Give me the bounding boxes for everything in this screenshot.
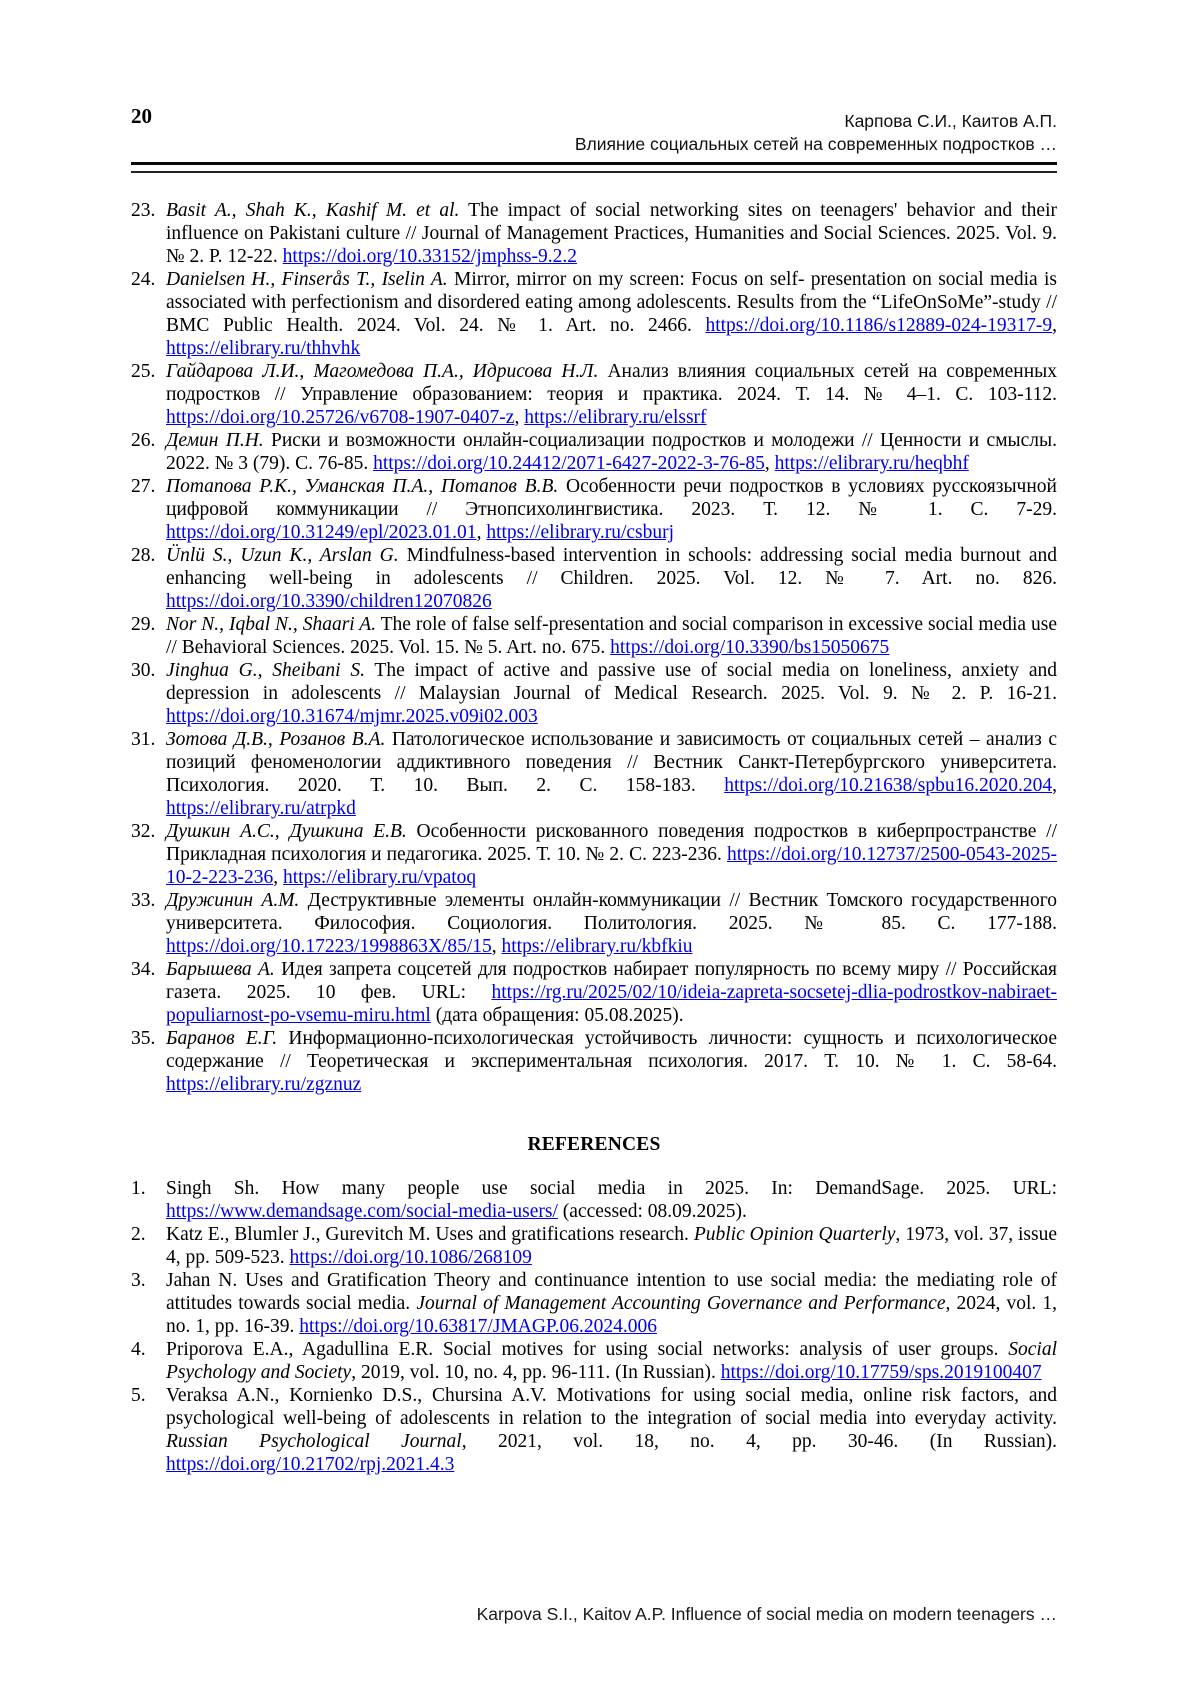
main-content [131,199,1057,1476]
text-run: , [514,407,525,428]
item-number: 29. [131,614,156,635]
list-item [131,475,1057,544]
text-run: (accessed: 08.09.2025). [557,1201,747,1222]
footer-running-title: Karpova S.I., Kaitov A.P. Influence of social media on modern teenagers … [476,1604,1057,1624]
hyperlink[interactable]: https://rg.ru/2025/02/10/ideia-zapreta-socsetej-dlia-podrostkov-nabiraet-populiarnost-po-vsemu-miru.html [166,982,1057,1026]
list-item [131,1338,1057,1384]
item-number: 32. [131,821,156,842]
item-number: 31. [131,729,156,750]
hyperlink[interactable]: https://doi.org/10.63817/JMAGP.06.2024.006 [299,1316,657,1337]
list-item [131,1223,1057,1269]
item-number: 30. [131,660,156,681]
italic-text-run: Потапова Р.К., Уманская П.А., Потапов В.В. [166,476,559,497]
italic-text-run: Danielsen H., Finserås T., Iselin A. [166,269,448,290]
text-run: (дата обращения: 05.08.2025). [430,1005,684,1026]
hyperlink[interactable]: https://doi.org/10.17759/sps.2019100407 [720,1362,1042,1383]
italic-text-run: Ünlü S., Uzun K., Arslan G. [166,545,399,566]
italic-text-run: Basit A., Shah K., Kashif M. et al. [166,200,460,221]
text-run: The role of false self-presentation and social comparison in excessive social media use // Behavioral Sciences. 2025. Vol. 15. № 5. Art. no. 675. [166,614,1057,658]
hyperlink[interactable]: https://doi.org/10.1186/s12889-024-19317-9 [705,315,1053,336]
text-run: , [491,936,502,957]
list-item [131,1027,1057,1096]
list-item [131,820,1057,889]
bibliography-list [131,199,1057,1096]
hyperlink[interactable]: https://elibrary.ru/kbfkiu [501,936,693,957]
italic-text-run: Jinghua G., Sheibani S. [166,660,365,681]
text-run: Анализ влияния социальных сетей на современных подростков // Управление образованием: теория и практика. 2024. Т. 14. № 4–1. С. 103-112. [166,361,1058,405]
item-number: 3. [131,1270,146,1291]
italic-text-run: Баранов Е.Г. [166,1028,278,1049]
italic-text-run: Russian Psychological Journal [166,1431,462,1452]
running-head [131,110,1057,156]
text-run: Mindfulness-based intervention in schools: addressing social media burnout and enhancing well-being in adolescents // Children. 2025. Vol. 12. № 7. Art. no. 826. [166,545,1057,589]
hyperlink[interactable]: https://doi.org/10.25726/v6708-1907-0407-z [166,407,515,428]
text-run: Mirror, mirror on my screen: Focus on self- presentation on social media is associated with perfectionism and disordered eating among adolescents. Results from the “LifeOnSoMe”-study // BMC Public Health. 2024. Vol. 24. № 1. Art. no. 2466. [166,269,1057,336]
running-head-title: Влияние социальных сетей на современных подростков … [574,134,1057,154]
references-list [131,1177,1057,1476]
item-number: 1. [131,1178,146,1199]
hyperlink[interactable]: https://doi.org/10.1086/268109 [289,1247,532,1268]
page-number: 20 [131,104,152,128]
hyperlink[interactable]: https://doi.org/10.17223/1998863X/85/15 [166,936,492,957]
italic-text-run: Nor N., Iqbal N., Shaari A. [166,614,377,635]
list-item [131,889,1057,958]
text-run: Особенности рискованного поведения подростков в киберпространстве // Прикладная психология и педагогика. 2025. Т. 10. № 2. С. 223-236. [166,821,1057,865]
references-heading: REFERENCES [527,1134,661,1155]
text-run: Патологическое использование и зависимость от социальных сетей – анализ с позиций феноменологии аддиктивного поведения // Вестник Санкт-Петербургского университета. Психология. 2020. Т. 10. Вып. 2. С. 158-183. [166,729,1057,796]
text-run: , [476,522,487,543]
text-run: Singh Sh. How many people use social media in 2025. In: DemandSage. 2025. URL: [166,1178,1057,1199]
italic-text-run: Journal of Management Accounting Governance and Performance [416,1293,946,1314]
hyperlink[interactable]: https://www.demandsage.com/social-media-users/ [166,1201,558,1222]
hyperlink[interactable]: https://elibrary.ru/csburj [486,522,675,543]
hyperlink[interactable]: https://doi.org/10.3390/bs15050675 [610,637,890,658]
hyperlink[interactable]: https://doi.org/10.21638/spbu16.2020.204 [724,775,1053,796]
text-run: , 2019, vol. 10, no. 4, pp. 96-111. (In Russian). [351,1362,721,1383]
text-run: Veraksa A.N., Kornienko D.S., Chursina A.V. Motivations for using social media, online risk factors, and psychological well-being of adolescents in relation to the integration of social media into everyday activity. [166,1385,1057,1429]
italic-text-run: Душкин А.С., Душкина Е.В. [166,821,407,842]
text-run: Идея запрета соцсетей для подростков набирает популярность по всему миру // Российская газета. 2025. 10 фев. URL: [166,959,1057,1003]
list-item [131,199,1057,268]
list-item [131,1384,1057,1476]
list-item [131,1177,1057,1223]
hyperlink[interactable]: https://doi.org/10.31249/epl/2023.01.01 [166,522,477,543]
text-run: , [1052,775,1057,796]
hyperlink[interactable]: https://doi.org/10.3390/children12070826 [166,591,492,612]
italic-text-run: Гайдарова Л.И., Магомедова П.А., Идрисова Н.Л. [166,361,599,382]
text-run: Katz E., Blumler J., Gurevitch M. Uses and gratifications research. [166,1224,694,1245]
italic-text-run: Public Opinion Quarterly [693,1224,896,1245]
hyperlink[interactable]: https://doi.org/10.12737/2500-0543-2025-10-2-223-236 [166,844,1057,888]
item-number: 28. [131,545,156,566]
italic-text-run: Дружинин А.М. [166,890,300,911]
header-rule-thin [131,171,1057,173]
list-item [131,268,1057,360]
text-run: , 1973, vol. 37, issue 4, pp. 509-523. [166,1224,1057,1268]
item-number: 4. [131,1339,146,1360]
list-item [131,429,1057,475]
hyperlink[interactable]: https://elibrary.ru/zgznuz [166,1074,362,1095]
hyperlink[interactable]: https://doi.org/10.31674/mjmr.2025.v09i02.003 [166,706,538,727]
hyperlink[interactable]: https://doi.org/10.21702/rpj.2021.4.3 [166,1454,455,1475]
item-number: 24. [131,269,156,290]
item-number: 2. [131,1224,146,1245]
item-number: 25. [131,361,156,382]
header-rule-thick [131,162,1057,165]
list-item [131,360,1057,429]
running-head-authors: Карпова С.И., Каитов А.П. [844,111,1057,131]
text-run: , [764,453,775,474]
list-item [131,728,1057,820]
italic-text-run: Барышева А. [166,959,275,980]
list-item [131,958,1057,1027]
hyperlink[interactable]: https://elibrary.ru/vpatoq [282,867,477,888]
text-run: , 2024, vol. 1, no. 1, pp. 16-39. [166,1293,1058,1337]
hyperlink[interactable]: https://elibrary.ru/elssrf [524,407,707,428]
item-number: 26. [131,430,156,451]
text-run: The impact of social networking sites on teenagers' behavior and their influence on Pakistani culture // Journal of Management Practices, Humanities and Social Sciences. 2025. Vol. 9. № 2. P. 12-22. [166,200,1058,267]
item-number: 27. [131,476,156,497]
item-number: 33. [131,890,156,911]
text-run: Риски и возможности онлайн-социализации подростков и молодежи // Ценности и смыслы. 2022. № 3 (79). С. 76-85. [166,430,1057,474]
text-run: , 2021, vol. 18, no. 4, pp. 30-46. (In Russian). [461,1431,1057,1452]
text-run: Деструктивные элементы онлайн-коммуникации // Вестник Томского государственного университета. Философия. Социология. Политология. 2025. № 85. С. 177-188. [166,890,1057,934]
text-run: The impact of active and passive use of social media on loneliness, anxiety and depression in adolescents // Malaysian Journal of Medical Research. 2025. Vol. 9. № 2. P. 16-21. [166,660,1057,704]
item-number: 35. [131,1028,156,1049]
list-item [131,544,1057,613]
italic-text-run: Демин П.Н. [166,430,264,451]
hyperlink[interactable]: https://elibrary.ru/atrpkd [166,798,356,819]
text-run: Особенности речи подростков в условиях русскоязычной цифровой коммуникации // Этнопсихолингвистика. 2023. Т. 12. № 1. С. 7-29. [166,476,1057,520]
text-run: Priporova E.A., Agadullina E.R. Social motives for using social networks: analysis of user groups. [166,1339,1009,1360]
text-run: , [1052,315,1057,336]
hyperlink[interactable]: https://elibrary.ru/thhvhk [166,338,361,359]
italic-text-run: Social Psychology and Society [166,1339,1057,1383]
item-number: 34. [131,959,156,980]
hyperlink[interactable]: https://doi.org/10.33152/jmphss-9.2.2 [282,246,577,267]
hyperlink[interactable]: https://elibrary.ru/heqbhf [774,453,969,474]
list-item [131,613,1057,659]
item-number: 5. [131,1385,146,1406]
hyperlink[interactable]: https://doi.org/10.24412/2071-6427-2022-3-76-85 [373,453,765,474]
text-run: Информационно-психологическая устойчивость личности: сущность и психологическое содержание // Теоретическая и экспериментальная психология. 2017. Т. 10. № 1. С. 58-64. [166,1028,1057,1072]
text-run: Jahan N. Uses and Gratification Theory and continuance intention to use social media: the mediating role of attitudes towards social media. [166,1270,1057,1314]
item-number: 23. [131,200,156,221]
italic-text-run: Зотова Д.В., Розанов В.А. [166,729,386,750]
list-item [131,659,1057,728]
list-item [131,1269,1057,1338]
text-run: , [273,867,283,888]
